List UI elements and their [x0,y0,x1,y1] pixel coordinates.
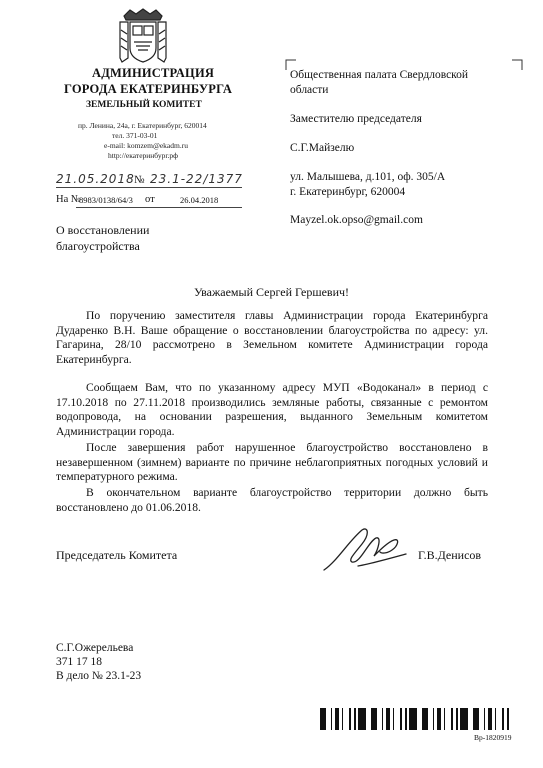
coat-of-arms-emblem [118,8,168,64]
paragraph-2: Сообщаем Вам, что по указанному адресу МУП «Водоканал» в период с 17.10.2018 по 27.11.2018 производились земляные работы, связанные с ремонтом водопровода, на основании разрешения, выданного Земельным комитетом Администрации города. [56,381,488,438]
barcode-bar [433,708,434,730]
barcode-bar [451,708,453,730]
barcode-bar [476,708,479,730]
paragraph-4: В окончательном варианте благоустройство территории должно быть восстановлено до 01.06.2018. [56,486,488,514]
ref-prefix: На № [56,194,81,205]
subject-line2: благоустройства [56,239,140,253]
org-website: http://екатеринбург.рф [108,151,179,160]
org-email: e-mail: komzem@ekadm.ru [104,141,188,150]
recipient-line5: ул. Малышева, д.101, оф. 305/А [290,171,446,183]
paragraph-1: По поручению заместителя главы Администрации города Екатеринбурга Дударенко В.Н. Ваше обращение о восстановлении благоустройства по адресу: ул. Гагарина, 28/10 рассмотрено в Земельном комитете Администрации города Екатеринбурга. [56,309,488,366]
barcode-bar [414,708,417,730]
barcode-bar [456,708,458,730]
barcode-bar [465,708,468,730]
barcode-bar [502,708,504,730]
barcode-bar [425,708,428,730]
ref-date: 26.04.2018 [180,195,219,205]
barcode-bar [331,708,332,730]
barcode-bar [358,708,361,730]
barcode-bar [400,708,402,730]
barcode-bar [323,708,326,730]
barcode-bar [491,708,492,730]
ref-from-label: от [145,194,155,205]
recipient-line3: Заместителю председателя [290,113,422,125]
org-phone: тел. 371-03-01 [112,131,158,140]
barcode-icon [320,708,512,730]
handwritten-signature [318,520,410,576]
signatory-position: Председатель Комитета [56,548,178,562]
subject-line1: О восстановлении [56,223,150,237]
barcode-bar [412,708,414,730]
recipient-line6: г. Екатеринбург, 620004 [290,186,406,198]
outgoing-date: 21.05.2018 [56,172,135,186]
barcode-bar [389,708,390,730]
barcode-bar [422,708,425,730]
barcode-bar [440,708,441,730]
barcode-bar [460,708,463,730]
barcode-bar [338,708,339,730]
barcode-bar [371,708,374,730]
recipient-line7: Mayzel.ok.opso@gmail.com [290,214,423,226]
barcode-bar [409,708,412,730]
org-name-line2: ГОРОДА ЕКАТЕРИНБУРГА [64,82,233,96]
barcode-bar [363,708,366,730]
barcode-bar [507,708,509,730]
barcode-bar [374,708,377,730]
salutation: Уважаемый Сергей Гершевич! [194,285,350,299]
barcode-bar [386,708,389,730]
barcode-bar [484,708,485,730]
barcode-bar [382,708,383,730]
executor-name: С.Г.Ожерельева [56,642,134,654]
recipient-line2: области [290,84,329,96]
barcode-bar [361,708,363,730]
recipient-line1: Общественная палата Свердловской [290,69,469,81]
barcode-id: Вр-1820919 [474,733,512,742]
department-name: ЗЕМЕЛЬНЫЙ КОМИТЕТ [86,100,202,110]
barcode-bar [405,708,407,730]
org-name-line1: АДМИНИСТРАЦИЯ [92,66,215,80]
barcode-bar [463,708,465,730]
org-address: пр. Ленина, 24а, г. Екатеринбург, 620014 [78,121,207,130]
barcode-bar [473,708,476,730]
barcode-bar [495,708,496,730]
executor-phone: 371 17 18 [56,656,102,668]
barcode-bar [342,708,343,730]
ref-underline [76,207,242,208]
barcode-bar [393,708,394,730]
outgoing-underline [56,187,242,188]
barcode-bar [354,708,356,730]
recipient-line4: С.Г.Майзелю [290,142,355,154]
barcode-bar [488,708,491,730]
ref-number: 8983/0138/64/3 [79,195,133,205]
file-reference: В дело № 23.1-23 [56,670,142,682]
barcode-bar [335,708,338,730]
city-coat-of-arms-icon [118,8,168,64]
outgoing-number: 23.1-22/1377 [150,172,243,186]
outgoing-no-label: № [134,174,145,186]
paragraph-3: После завершения работ нарушенное благоустройство восстановлено в незавершенном (зимнем) варианте по причине неблагоприятных погодных условий и температурного режима. [56,441,488,483]
barcode-bar [320,708,323,730]
barcode-bar [444,708,445,730]
signatory-name: Г.В.Денисов [418,548,482,562]
barcode-bar [349,708,351,730]
barcode-bar [437,708,440,730]
